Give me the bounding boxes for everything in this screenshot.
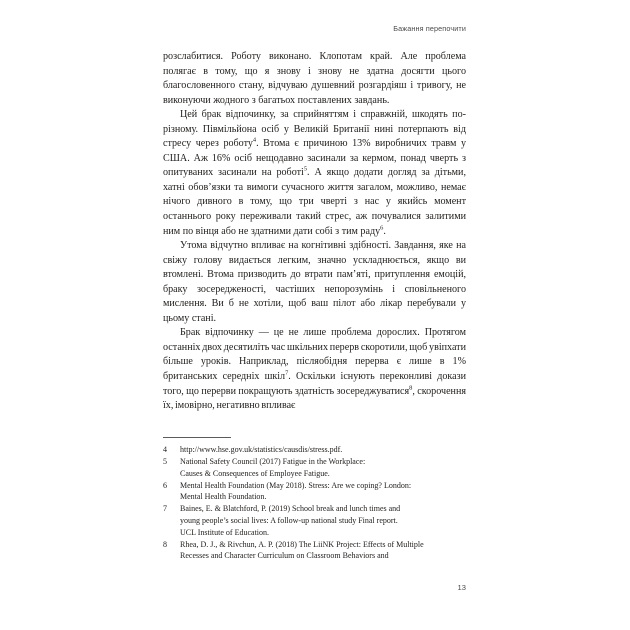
paragraph (163, 50, 466, 108)
footnote-marker[interactable]: 8 (409, 384, 413, 392)
footnote-text (180, 456, 466, 479)
footnote-text (180, 480, 466, 503)
paragraph (163, 326, 466, 413)
paragraph (163, 239, 466, 326)
page-number: 13 (457, 583, 466, 592)
footnotes-section (163, 437, 466, 562)
footnote-line: National Safety Council (2017) Fatigue in the Workplace: (180, 457, 366, 467)
body-text-column (163, 50, 466, 414)
footnote-marker[interactable]: 5 (303, 166, 308, 174)
footnote-separator-rule (163, 437, 231, 438)
running-head: Бажання перепочити (393, 24, 466, 33)
paragraph-text: . Оскільки існують переконливі докази того, що перерви покращують здатність зосереджуватися (163, 371, 466, 397)
paragraph-text: , скорочення їх, імовірно, негативно впливає (163, 385, 466, 412)
footnote-marker[interactable]: 7 (285, 369, 289, 377)
paragraph-text: Утома відчутно впливає на когнітивні здібності. Завдання, яке на свіжу голову видається легким, значно ускладнюється, якщо ви втомлені. Втома призводить до втрати пам’яті, притуплення емоцій, браку зосередженості, частіших непорозумінь і сповільненого мислення. Ви б не хотіли, щоб ваш пілот або лікар перебували у цьому стані. (163, 240, 466, 324)
footnote-number: 5 (163, 457, 167, 467)
footnote-text (180, 444, 466, 456)
footnote-line: Causes & Consequences of Employee Fatigue. (180, 468, 330, 478)
footnote-number: 7 (163, 504, 167, 514)
paragraph-text: . (383, 225, 386, 237)
paragraph-text: розслабитися. Роботу виконано. Клопотам край. Але проблема полягає в тому, що я знову і знову не здатна досягти цього благословенного стану, відчуваю душевний розгардіяш і тривогу, не виконуючи жодного з багатьох поставлених завдань. (163, 51, 466, 106)
footnote-line: Rhea, D. J., & Rivchun, A. P. (2018) The LiiNK Project: Effects of Multiple (180, 539, 424, 549)
footnote-line: Mental Health Foundation (May 2018). Stress: Are we coping? London: (180, 480, 412, 490)
footnote-marker[interactable]: 6 (380, 224, 384, 232)
footnote-number: 8 (163, 539, 167, 549)
paragraph (163, 108, 466, 239)
paragraph-text: . Втома є причиною 13% виробничих травм у США. Аж 16% осіб нещодавно засинали за кермом, понад чверть з опитуваних засинали на роботі (163, 138, 466, 179)
footnote-item (163, 503, 466, 538)
footnote-line: Recesses and Character Curriculum on Classroom Behaviors and (180, 551, 389, 561)
footnote-item (163, 444, 466, 456)
footnote-line: Mental Health Foundation. (180, 492, 267, 502)
paragraph-text: Цей брак відпочинку, за сприйняттям і справжній, шкодять по-різному. Півмільйона осіб у Великій Британії нині потерпають від стресу через роботу (163, 109, 466, 150)
footnote-text (180, 503, 466, 538)
footnote-line[interactable]: http://www.hse.gov.uk/statistics/causdis/stress.pdf. (180, 445, 343, 454)
footnote-line: UCL Institute of Education. (180, 527, 270, 537)
footnote-line: Baines, E. & Blatchford, P. (2019) School break and lunch times and (180, 504, 401, 514)
paragraph-text: Брак відпочинку — це не лише проблема дорослих. Протягом останніх двох десятиліть час шкільних перерв скоротили, щоб увіпхати більше уроків. Наприклад, післяобідня перерва є лише в 1% британських середніх шкіл (163, 327, 466, 383)
footnote-marker[interactable]: 4 (252, 136, 257, 144)
footnote-number: 6 (163, 480, 167, 490)
footnote-item (163, 480, 466, 503)
footnote-item (163, 456, 466, 479)
paragraph-text: . А якщо додати догляд за дітьми, хатні обов’язки та вимоги сучасного життя загалом, можливо, немає нічого дивного в тому, що три чверті з нас у якийсь момент останнього року переживали такий стрес, аж почувалися залитими ним по вінця або не здатними дати собі з тим раду (163, 167, 466, 237)
footnote-text (180, 539, 466, 562)
footnote-item (163, 539, 466, 562)
footnote-number: 4 (163, 445, 167, 454)
footnote-line: young people’s social lives: A follow-up national study Final report. (180, 516, 398, 526)
